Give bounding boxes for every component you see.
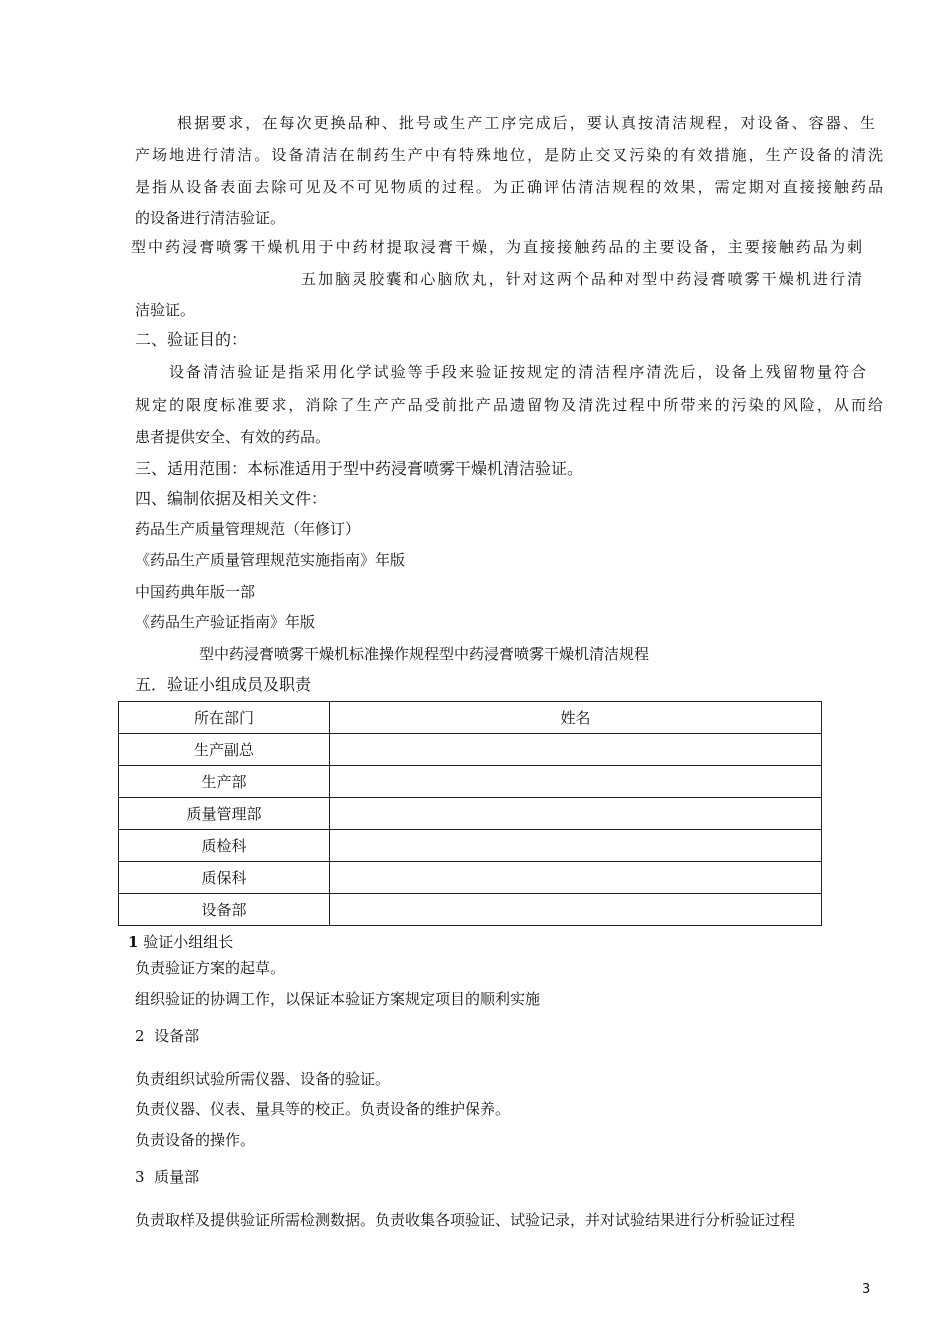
- name-cell: [330, 798, 822, 830]
- section3-text: 三、适用范围：本标准适用于型中药浸膏喷雾干燥机清洁验证。: [135, 459, 584, 478]
- intro-p1-line-3: 是指从设备表面去除可见及不可见物质的过程。为正确评估清洁规程的效果，需定期对直接接触药品: [135, 178, 883, 196]
- reference-item-5: 型中药浸膏喷雾干燥机标准操作规程型中药浸膏喷雾干燥机清洁规程: [199, 645, 650, 663]
- intro-p2-line-2: 五加脑灵胶囊和心脑欣丸，针对这两个品种对型中药浸膏喷雾干燥机进行清: [301, 270, 862, 288]
- sub1-title: [128, 932, 233, 952]
- sub2-line-1: 负责组织试验所需仪器、设备的验证。: [135, 1070, 391, 1088]
- name-cell: [330, 734, 822, 766]
- table-row: [119, 766, 822, 798]
- intro-p1-line-4: 的设备进行清洁验证。: [135, 209, 286, 227]
- intro-p1-line-2: 产场地进行清洁。设备清洁在制药生产中有特殊地位，是防止交叉污染的有效措施，生产设备的清洗: [135, 146, 883, 164]
- reference-item-4: 《药品生产验证指南》年版: [135, 613, 316, 631]
- sub1-line-2: 组织验证的协调工作，以保证本验证方案规定项目的顺利实施: [135, 990, 541, 1008]
- intro-p2-line-1: 型中药浸膏喷雾干燥机用于中药材提取浸膏干燥，为直接接触药品的主要设备，主要接触药品为刺: [131, 238, 862, 256]
- department-cell: 质量管理部: [119, 798, 330, 830]
- section2-line-3: 患者提供安全、有效的药品。: [135, 428, 331, 446]
- reference-item-1: 药品生产质量管理规范（年修订）: [135, 520, 361, 538]
- intro-p1-line-1: 根据要求，在每次更换品种、批号或生产工序完成后，要认真按清洁规程，对设备、容器、生: [177, 114, 875, 132]
- page-number: 3: [862, 1282, 871, 1297]
- header-department: 所在部门: [119, 702, 330, 734]
- reference-item-3: 中国药典年版一部: [135, 583, 256, 601]
- sub1-line-1: 负责验证方案的起草。: [135, 959, 286, 977]
- section4-heading: 四、编制依据及相关文件：: [135, 489, 328, 508]
- members-table: [118, 701, 822, 926]
- section2-heading: 二、验证目的：: [135, 330, 248, 349]
- name-cell: [330, 830, 822, 862]
- sub3-line-1: 负责取样及提供验证所需检测数据。负责收集各项验证、试验记录，并对试验结果进行分析验证过程: [135, 1211, 796, 1229]
- sub2-line-3: 负责设备的操作。: [135, 1131, 256, 1149]
- department-cell: 设备部: [119, 894, 330, 926]
- name-cell: [330, 766, 822, 798]
- department-cell: 质检科: [119, 830, 330, 862]
- sub1-number: 1: [128, 933, 139, 951]
- reference-item-2: 《药品生产质量管理规范实施指南》年版: [135, 551, 406, 569]
- table-row: [119, 862, 822, 894]
- sub2-line-2: 负责仪器、仪表、量具等的校正。负责设备的维护保养。: [135, 1100, 511, 1118]
- department-cell: 生产副总: [119, 734, 330, 766]
- section5-heading: 五．验证小组成员及职责: [135, 675, 312, 694]
- section2-line-1: 设备清洁验证是指采用化学试验等手段来验证按规定的清洁程序清洗后，设备上残留物量符合: [169, 363, 866, 381]
- intro-p2-line-3: 洁验证。: [135, 301, 196, 319]
- header-name: 姓名: [330, 702, 822, 734]
- sub1-title-text: 验证小组组长: [143, 933, 234, 951]
- department-cell: 生产部: [119, 766, 330, 798]
- section2-line-2: 规定的限度标准要求，消除了生产产品受前批产品遗留物及清洗过程中所带来的污染的风险，从而给: [135, 396, 883, 414]
- table-header-row: [119, 702, 822, 734]
- table-row: [119, 830, 822, 862]
- table-row: [119, 798, 822, 830]
- sub2-title: 2 设备部: [135, 1027, 200, 1045]
- sub3-title: 3 质量部: [135, 1168, 200, 1186]
- table-row: [119, 894, 822, 926]
- department-cell: 质保科: [119, 862, 330, 894]
- table-row: [119, 734, 822, 766]
- name-cell: [330, 894, 822, 926]
- name-cell: [330, 862, 822, 894]
